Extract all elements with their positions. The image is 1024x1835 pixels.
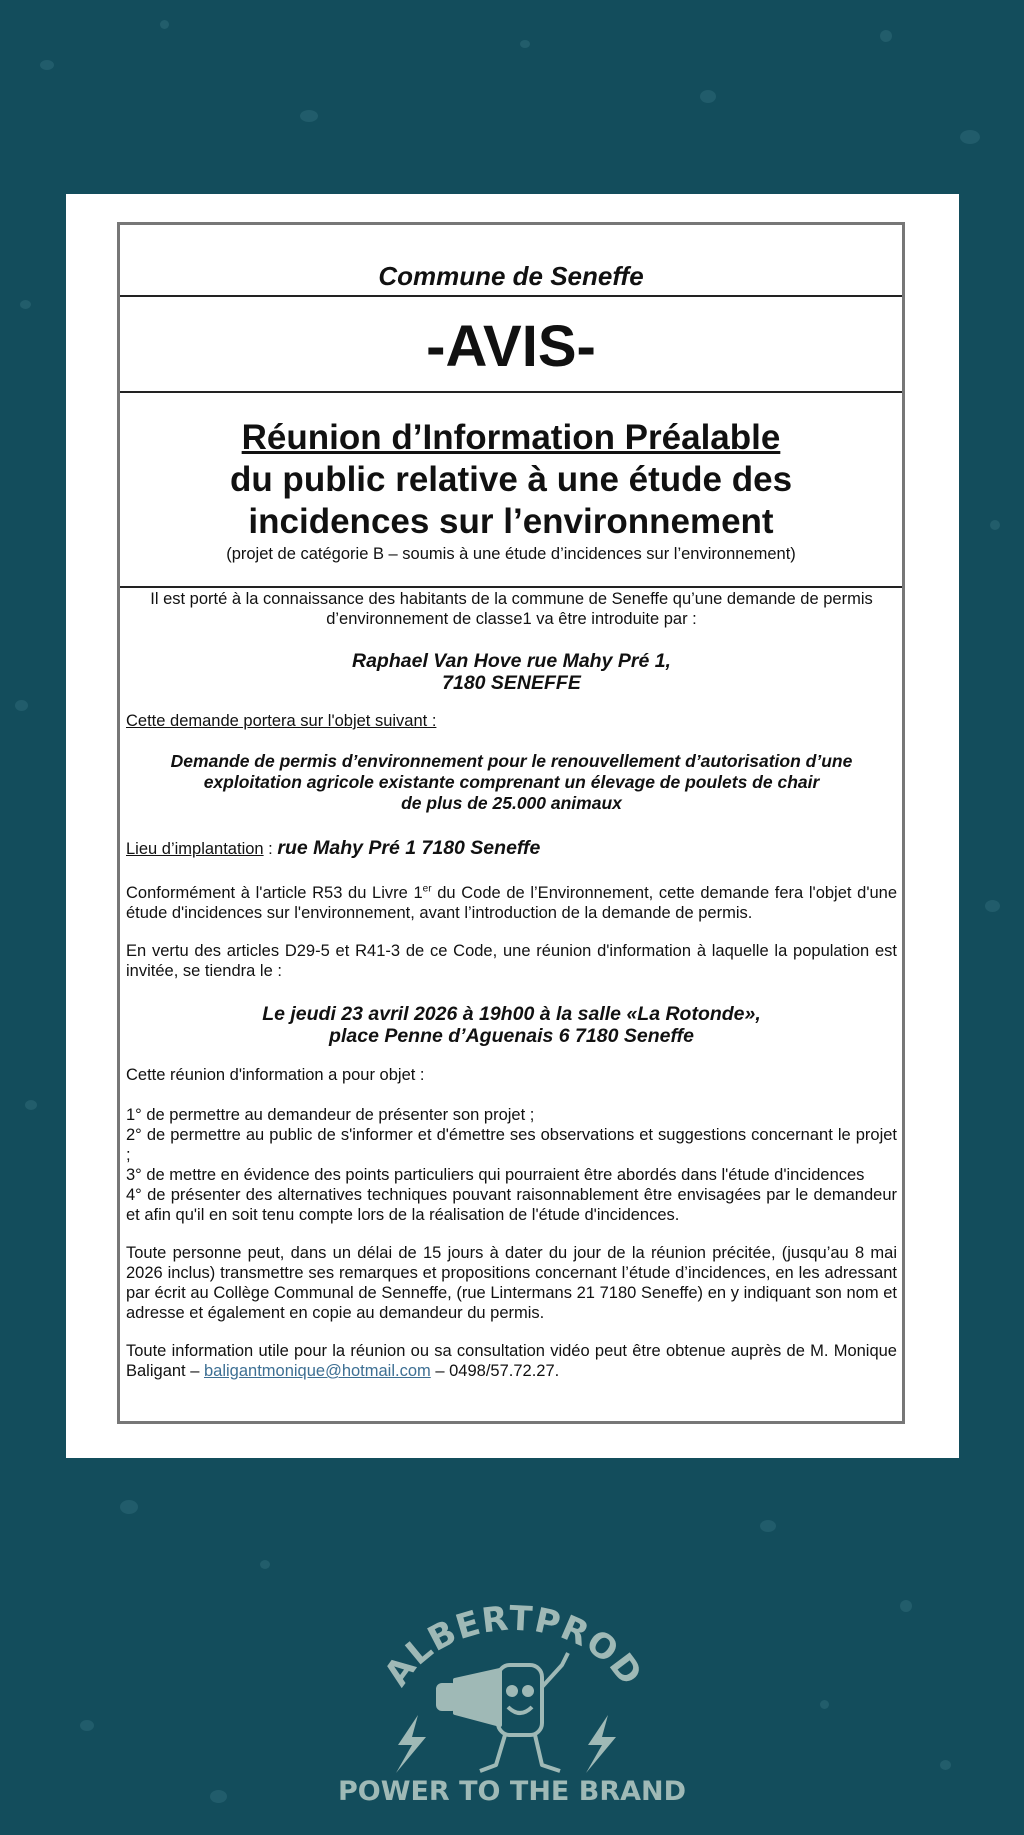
contact-text-b: – 0498/57.72.27. bbox=[430, 1362, 560, 1380]
object-line1: Demande de permis d’environnement pour le renouvellement d’autorisation d’une bbox=[170, 751, 853, 771]
object-line3: de plus de 25.000 animaux bbox=[401, 793, 622, 813]
lightning-left-icon bbox=[396, 1715, 426, 1773]
applicant-line2: 7180 SENEFFE bbox=[442, 672, 581, 694]
brand-tagline: POWER TO THE BRAND bbox=[337, 1776, 687, 1807]
purpose-label: Cette réunion d'information a pour objet : bbox=[126, 1066, 425, 1084]
megaphone-mascot-icon bbox=[438, 1653, 568, 1771]
lieu-value: rue Mahy Pré 1 7180 Seneffe bbox=[277, 837, 541, 859]
lieu-implantation bbox=[126, 838, 897, 859]
reunion-title-block bbox=[120, 393, 902, 588]
intro-paragraph: Il est porté à la connaissance des habitants de la commune de Seneffe qu’une demande de permis d’environnement de classe1 va être introduite par : bbox=[150, 590, 873, 628]
list-item: 1° de permettre au demandeur de présenter son projet ; bbox=[126, 1106, 535, 1124]
list-item: 4° de présenter des alternatives techniques pouvant raisonnablement être envisagées par le demandeur et afin qu'il en soit tenu compte lors de la réalisation de l'étude d'incidences. bbox=[126, 1186, 897, 1224]
meeting-date-line2: place Penne d’Aguenais 6 7180 Seneffe bbox=[329, 1025, 694, 1047]
conform-text-b: du Code de l’Environnement, cette demande fera l'objet d'une étude d'incidences sur l'environnement, avant l’introduction de la demande de permis. bbox=[126, 884, 898, 922]
conformement-paragraph bbox=[126, 883, 897, 923]
meeting-date bbox=[126, 1003, 897, 1047]
notice-paper bbox=[66, 194, 959, 1458]
avis-header bbox=[120, 297, 902, 393]
notice-body bbox=[120, 589, 902, 1381]
applicant bbox=[126, 650, 897, 694]
list-item: 3° de mettre en évidence des points particuliers qui pourraient être abordés dans l'étude d'incidences bbox=[126, 1166, 865, 1184]
albertprod-logo bbox=[0, 1595, 1024, 1815]
meeting-date-line1: Le jeudi 23 avril 2026 à 19h00 à la salle «La Rotonde», bbox=[262, 1003, 761, 1025]
notice-frame bbox=[117, 222, 905, 1424]
object-line2: exploitation agricole existante comprenant un élevage de poulets de chair bbox=[203, 772, 820, 792]
lightning-right-icon bbox=[586, 1715, 616, 1773]
toute-personne-paragraph: Toute personne peut, dans un délai de 15 jours à dater du jour de la réunion précitée, (jusqu’au 8 mai 2026 inclus) transmettre ses remarques et propositions concernant l’étude d’incidences, en les adressant par écrit au Collège Communal de Senneffe, (rue Lintermans 21 7180 Seneffe) en y indiquant son nom et adresse et également en copie au demandeur du permis. bbox=[126, 1244, 897, 1322]
reunion-subtitle: (projet de catégorie B – soumis à une étude d’incidences sur l’environnement) bbox=[226, 545, 796, 563]
object-label: Cette demande portera sur l'objet suivant : bbox=[126, 712, 437, 730]
reunion-title-line1: Réunion d’Information Préalable bbox=[241, 418, 781, 457]
email-link[interactable]: baligantmonique@hotmail.com bbox=[203, 1362, 431, 1380]
reunion-title-line2: du public relative à une étude des bbox=[229, 460, 793, 499]
contact-paragraph bbox=[126, 1341, 897, 1381]
conform-text-a: Conformément à l'article R53 du Livre 1 bbox=[126, 884, 423, 902]
en-vertu-paragraph: En vertu des articles D29-5 et R41-3 de ce Code, une réunion d'information à laquelle la population est invitée, se tiendra le : bbox=[126, 942, 897, 980]
brand-name: ALBERTPROD bbox=[376, 1598, 651, 1694]
object-description bbox=[126, 751, 897, 814]
commune-header bbox=[120, 225, 902, 297]
applicant-line1: Raphael Van Hove rue Mahy Pré 1, bbox=[352, 650, 671, 672]
lieu-separator: : bbox=[263, 840, 278, 858]
avis-title: -AVIS- bbox=[426, 314, 596, 379]
commune-name: Commune de Seneffe bbox=[378, 261, 644, 291]
purpose-list bbox=[126, 1105, 897, 1225]
lieu-label: Lieu d’implantation bbox=[126, 840, 264, 858]
conform-superscript: er bbox=[422, 883, 432, 895]
contact-text-a: Toute information utile pour la réunion ou sa consultation vidéo peut être obtenue auprès de M. Monique Baligant – bbox=[126, 1342, 897, 1380]
reunion-title-line3: incidences sur l’environnement bbox=[248, 502, 774, 541]
list-item: 2° de permettre au public de s'informer et d'émettre ses observations et suggestions concernant le projet ; bbox=[126, 1126, 897, 1164]
